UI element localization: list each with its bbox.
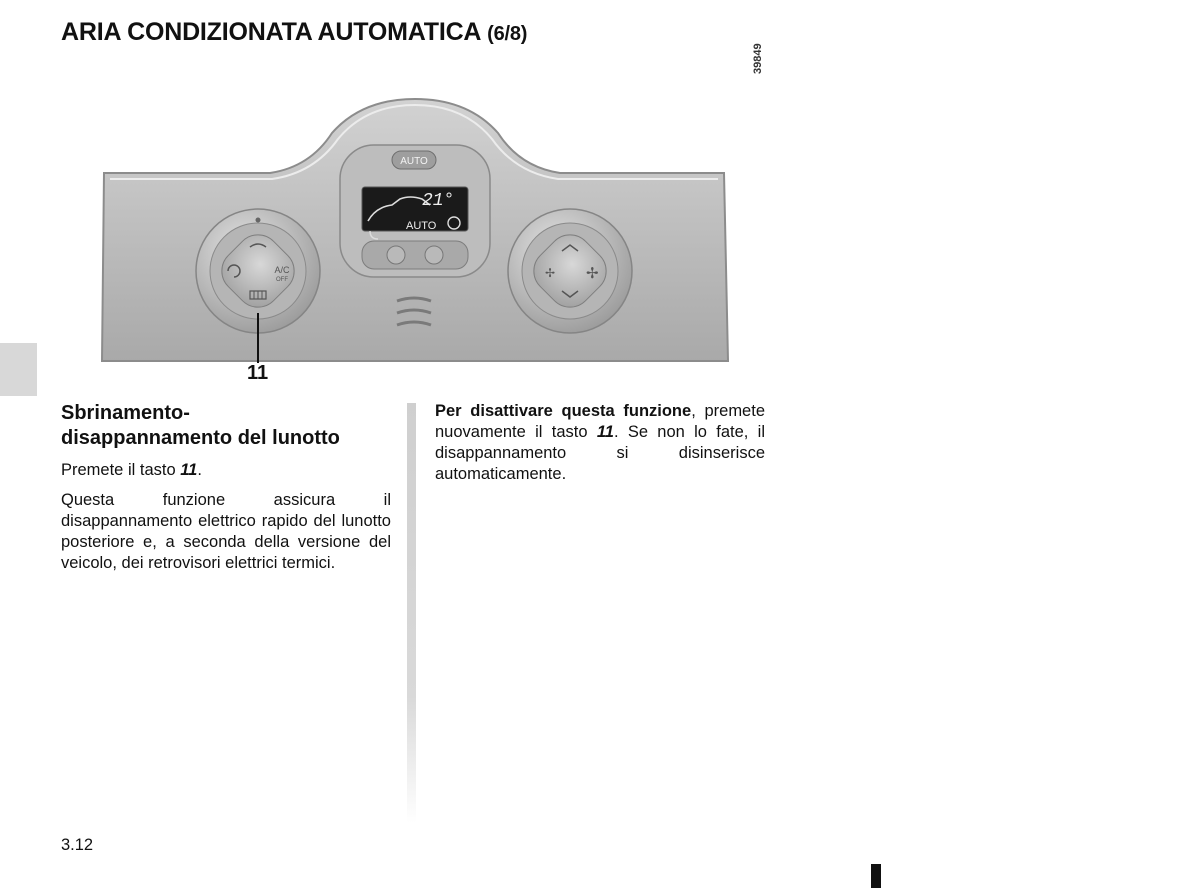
title-text: ARIA CONDIZIONATA AUTOMATICA bbox=[61, 18, 481, 46]
right-display-button bbox=[425, 246, 443, 264]
fan-low-icon: ✢ bbox=[545, 266, 556, 280]
climate-control-panel-illustration bbox=[100, 95, 730, 367]
deactivation-lead: Per disattivare questa funzione bbox=[435, 402, 692, 420]
display-mode: AUTO bbox=[406, 220, 437, 232]
ac-label: A/C bbox=[274, 265, 290, 275]
section-heading bbox=[61, 401, 391, 451]
page-number: 3.12 bbox=[61, 836, 94, 854]
instruction-paragraph bbox=[61, 460, 391, 481]
right-column bbox=[435, 401, 765, 494]
fan-high-icon: ✢ bbox=[586, 264, 599, 282]
deactivation-text-2: . Se non lo fate, il disappannamento si disinserisce automaticamente. bbox=[435, 423, 766, 483]
left-column bbox=[61, 401, 391, 583]
callout-label-11: 11 bbox=[247, 362, 269, 384]
description-paragraph: Questa funzione assicura il disappannamento elettrico rapido del lunotto posteriore e, a seconda della versione del veicolo, dei retrovisori elettrici termici. bbox=[61, 491, 391, 572]
ac-off-label: OFF bbox=[276, 277, 288, 283]
key-reference-right: 11 bbox=[596, 423, 614, 441]
deactivation-text-1: , premete nuovamente il tasto bbox=[435, 402, 765, 441]
figure-code: 39849 bbox=[752, 43, 764, 74]
section-tab bbox=[0, 343, 37, 396]
title-part: (6/8) bbox=[487, 23, 528, 45]
heading-line-2: disappannamento del lunotto bbox=[61, 427, 340, 449]
page-corner-mark bbox=[871, 864, 881, 888]
instruction-text: Premete il tasto bbox=[61, 461, 181, 479]
column-divider bbox=[407, 403, 416, 823]
display-temperature: 21° bbox=[422, 191, 455, 211]
deactivation-paragraph bbox=[435, 401, 765, 485]
left-display-button bbox=[387, 246, 405, 264]
page-title bbox=[61, 18, 527, 47]
instruction-suffix: . bbox=[197, 461, 202, 479]
auto-button-label: AUTO bbox=[400, 156, 428, 167]
key-reference: 11 bbox=[180, 461, 198, 479]
heading-line-1: Sbrinamento- bbox=[61, 402, 190, 424]
